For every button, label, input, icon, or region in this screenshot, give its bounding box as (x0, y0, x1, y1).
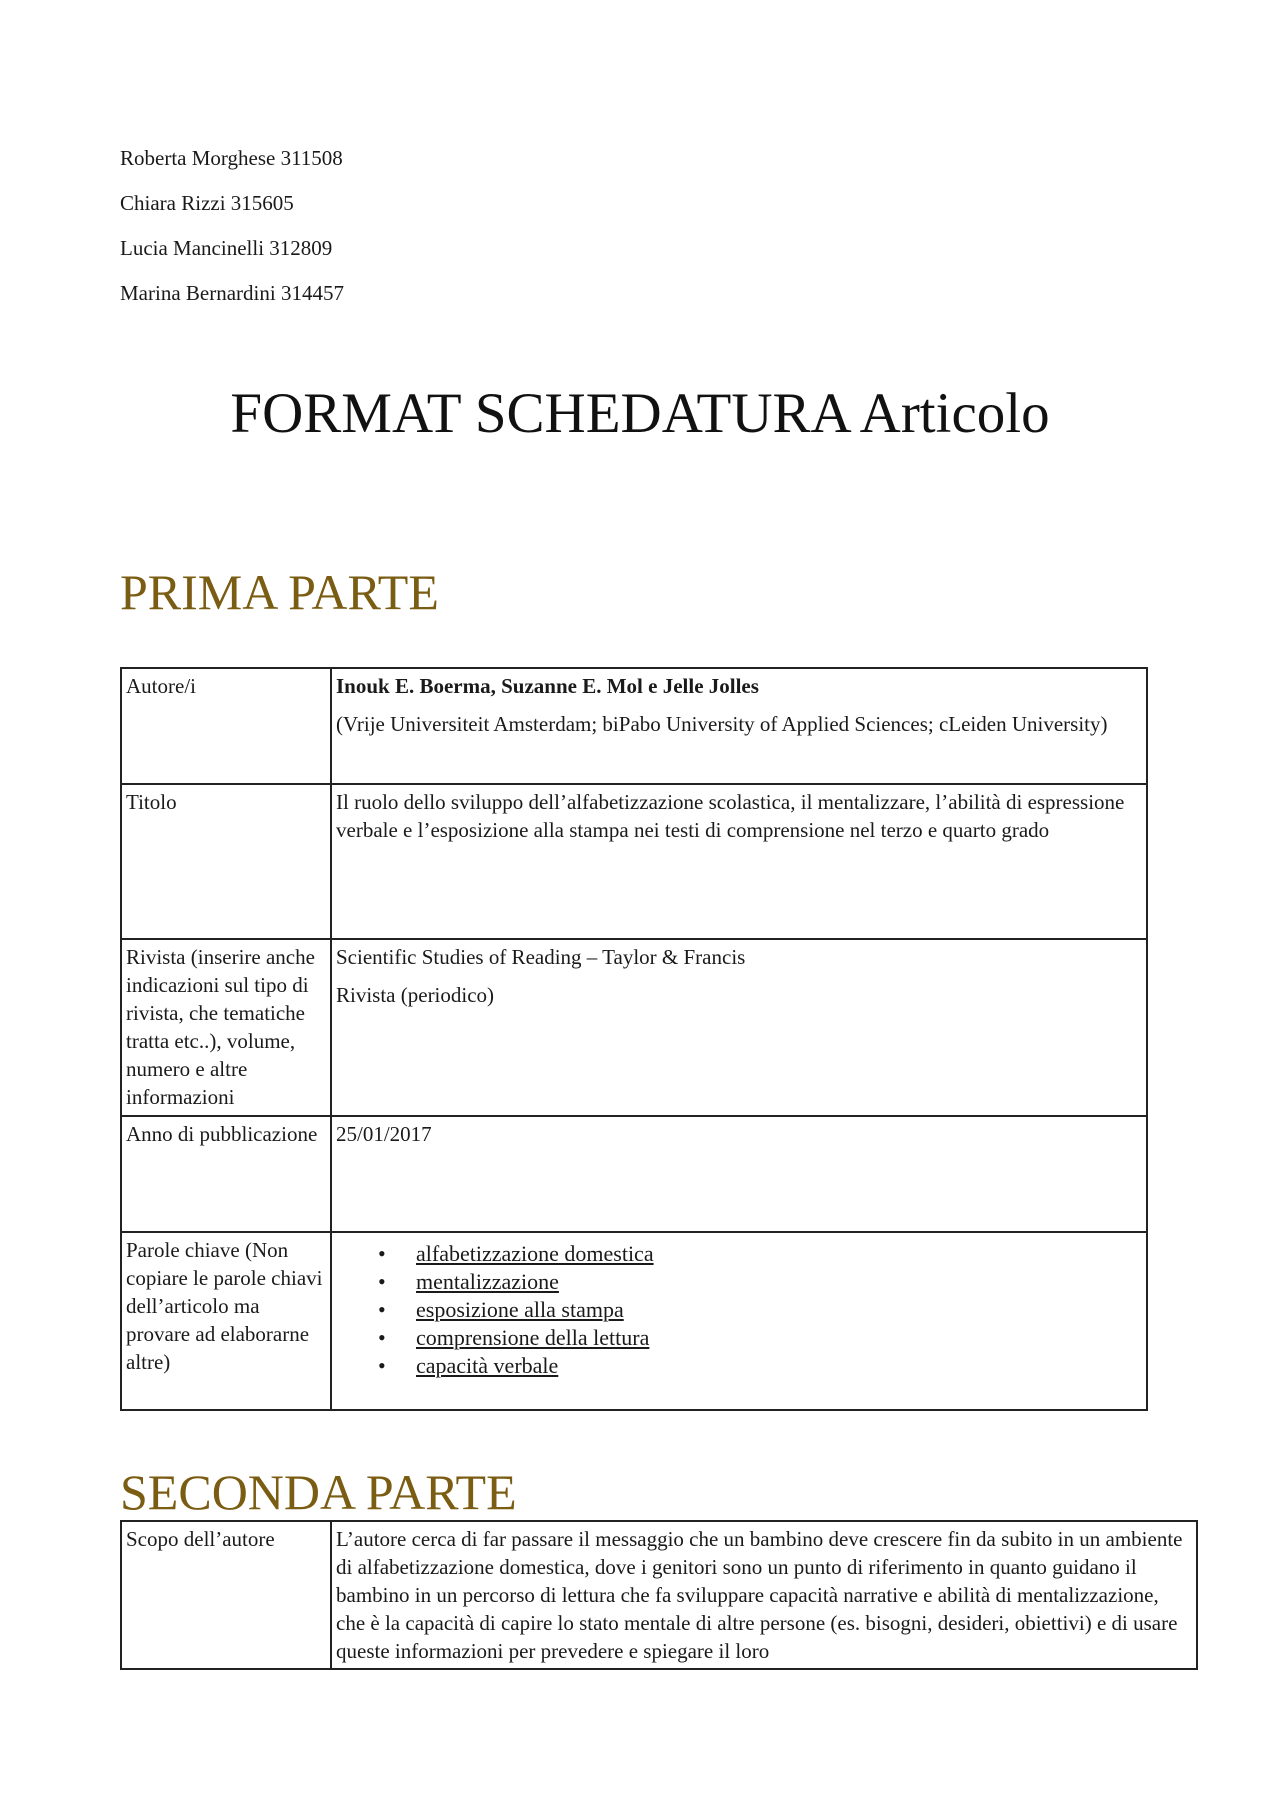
seconda-parte-table (120, 1520, 1198, 1670)
author-names: Inouk E. Boerma, Suzanne E. Mol e Jelle Jolles (336, 674, 759, 698)
list-item: • alfabetizzazione domestica (416, 1240, 1142, 1268)
row-value: 25/01/2017 (331, 1116, 1147, 1232)
row-label: Parole chiave (Non copiare le parole chiavi dell’articolo ma provare ad elaborarne altre) (121, 1232, 331, 1410)
journal-type: Rivista (periodico) (336, 983, 495, 1007)
authors-list (120, 148, 344, 328)
row-label: Anno di pubblicazione (121, 1116, 331, 1232)
row-value (331, 668, 1147, 784)
row-value (331, 939, 1147, 1116)
author-line: Marina Bernardini 314457 (120, 281, 344, 305)
row-label: Autore/i (121, 668, 331, 784)
author-affiliations: (Vrije Universiteit Amsterdam; biPabo University of Applied Sciences; cLeiden University) (336, 712, 1108, 736)
row-label: Scopo dell’autore (121, 1521, 331, 1669)
document-title: FORMAT SCHEDATURA Articolo (230, 382, 1050, 445)
list-item: • mentalizzazione (416, 1268, 1142, 1296)
author-line: Lucia Mancinelli 312809 (120, 236, 333, 260)
table-row-scopo (121, 1521, 1197, 1669)
row-value: L’autore cerca di far passare il messaggio che un bambino deve crescere fin da subito in un ambiente di alfabetizzazione domestica, dove i genitori sono un punto di riferimento in quanto guidano il bambino in un percorso di lettura che fa sviluppare capacità narrative e abilità di mentalizzazione, che è la capacità di capire lo stato mentale di altre persone (es. bisogni, desideri, obiettivi) e di usare queste informazioni per prevedere e spiegare il loro (331, 1521, 1197, 1669)
list-item: • comprensione della lettura (416, 1324, 1142, 1352)
list-item: • capacità verbale (416, 1352, 1142, 1380)
list-item: • esposizione alla stampa (416, 1296, 1142, 1324)
section-heading-prima-parte: PRIMA PARTE (120, 564, 439, 620)
table-row-titolo (121, 784, 1147, 939)
section-heading-seconda-parte: SECONDA PARTE (120, 1464, 517, 1520)
table-row-parole-chiave (121, 1232, 1147, 1410)
row-label: Titolo (121, 784, 331, 939)
author-line: Chiara Rizzi 315605 (120, 191, 294, 215)
prima-parte-table (120, 667, 1148, 1411)
table-row-rivista (121, 939, 1147, 1116)
table-row-autori (121, 668, 1147, 784)
author-line: Roberta Morghese 311508 (120, 146, 343, 170)
row-value: Il ruolo dello sviluppo dell’alfabetizzazione scolastica, il mentalizzare, l’abilità di espressione verbale e l’esposizione alla stampa nei testi di comprensione nel terzo e quarto grado (331, 784, 1147, 939)
row-label: Rivista (inserire anche indicazioni sul tipo di rivista, che tematiche tratta etc..), volume, numero e altre informazioni (121, 939, 331, 1116)
row-value (331, 1232, 1147, 1410)
keywords-list (336, 1240, 1142, 1380)
journal-name: Scientific Studies of Reading – Taylor & Francis (336, 945, 746, 969)
table-row-anno (121, 1116, 1147, 1232)
